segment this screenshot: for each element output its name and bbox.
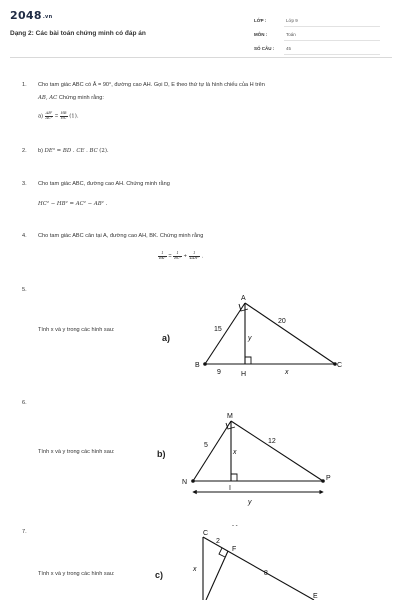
side-ac (245, 303, 335, 364)
denominator: HC (60, 115, 67, 120)
question-number: 7. (22, 529, 27, 535)
equation-tag: (1). (69, 113, 79, 120)
length-label: 8 (264, 570, 268, 577)
meta-key: LỚP : (254, 18, 267, 23)
meta-key: MÔN : (254, 32, 268, 37)
length-label: 15 (214, 326, 222, 333)
math-formula: DE³ = BD . CE . BC (44, 148, 98, 154)
question-number: 6. (22, 400, 27, 406)
denominator: AC² (45, 115, 53, 120)
vertex-label: A (241, 295, 246, 302)
denominator: BC² (174, 255, 182, 260)
vertex-label: C (337, 362, 343, 369)
part-label: b) (38, 148, 43, 154)
side-mn (193, 421, 231, 481)
right-angle-mark (231, 474, 237, 481)
vertex-label: B (195, 362, 200, 369)
vertex-label: M (227, 413, 233, 420)
numerator: HB (60, 111, 67, 115)
meta-value: 45 (286, 46, 292, 51)
denominator: BK² (159, 255, 166, 260)
plus-sign: + (183, 253, 187, 260)
length-label: y (248, 335, 252, 342)
length-label: x (233, 449, 237, 456)
vertex-label: C (203, 530, 209, 537)
figure-label: b) (157, 449, 166, 459)
question-text: Cho tam giác ABC, đường cao AH. Chứng minh rằng (38, 181, 170, 187)
question-number: 3. (22, 181, 27, 187)
vertex-label: N (182, 479, 188, 486)
worksheet-title: Dạng 2: Các bài toán chứng minh có đáp án (10, 30, 146, 37)
equals-sign: = (54, 113, 59, 120)
question-prompt: Tính x và y trong các hình sau: (38, 327, 115, 333)
length-label: x (193, 566, 197, 573)
logo-text: 2048 (10, 9, 42, 22)
side-ab (205, 303, 245, 364)
right-angle-mark (245, 357, 251, 364)
question-text: Chứng minh rằng: (57, 95, 104, 101)
question-text: Cho tam giác ABC có Â = 90°, đường cao AH. Gọi D, E theo thứ tự là hình chiếu của H trên (38, 82, 265, 88)
vertex-dot (203, 362, 207, 366)
question-number: 5. (22, 287, 27, 293)
altitude (206, 551, 228, 600)
question-prompt: Tính x và y trong các hình sau: (38, 449, 115, 455)
math-inline: AB, AC (38, 95, 58, 101)
figure-b (157, 413, 331, 506)
question-prompt: Tính x và y trong các hình sau: (38, 571, 115, 577)
meta-key: SỐ CÂU : (254, 46, 275, 51)
meta-value: Toán (286, 32, 296, 37)
vertex-label: E (313, 593, 318, 600)
question-number: 1. (22, 82, 27, 88)
part-label: a) (38, 113, 43, 120)
meta-value: Lớp 9 (286, 18, 298, 23)
length-label: 12 (268, 438, 276, 445)
vertex-dot (191, 479, 195, 483)
equals-sign: = (168, 253, 172, 260)
question-number: 4. (22, 233, 27, 239)
numerator: 1 (189, 252, 200, 257)
side-mp (231, 421, 323, 481)
question-number: 2. (22, 148, 27, 154)
vertex-label: I (229, 485, 231, 492)
length-label: 5 (204, 442, 208, 449)
numerator: 1 (158, 252, 167, 257)
logo-suffix: .vn (42, 14, 53, 20)
length-label: 20 (278, 318, 286, 325)
vertex-label: P (326, 475, 331, 482)
numerator: 1 (173, 252, 182, 257)
figure-label: a) (162, 333, 171, 343)
length-label: 2 (216, 538, 220, 545)
figure-label: c) (155, 570, 164, 580)
annotation-marks: - - (232, 523, 238, 529)
question-text: Cho tam giác ABC cân tại A, đường cao AH, BK. Chứng minh rằng (38, 233, 204, 239)
equation-tag: (2). (99, 148, 109, 154)
vertex-label: H (241, 371, 247, 378)
figure-c (155, 523, 318, 600)
length-label: y (248, 499, 252, 506)
denominator: 4AH² (189, 255, 199, 260)
length-label: 9 (217, 369, 221, 376)
vertex-dot (321, 479, 325, 483)
math-formula: HC² − HB² = AC² − AB² . (38, 201, 108, 207)
length-label: x (285, 369, 289, 376)
vertex-label: F (232, 546, 237, 553)
numerator: AB² (45, 111, 53, 115)
period: . (201, 253, 204, 260)
figure-a (162, 295, 342, 378)
